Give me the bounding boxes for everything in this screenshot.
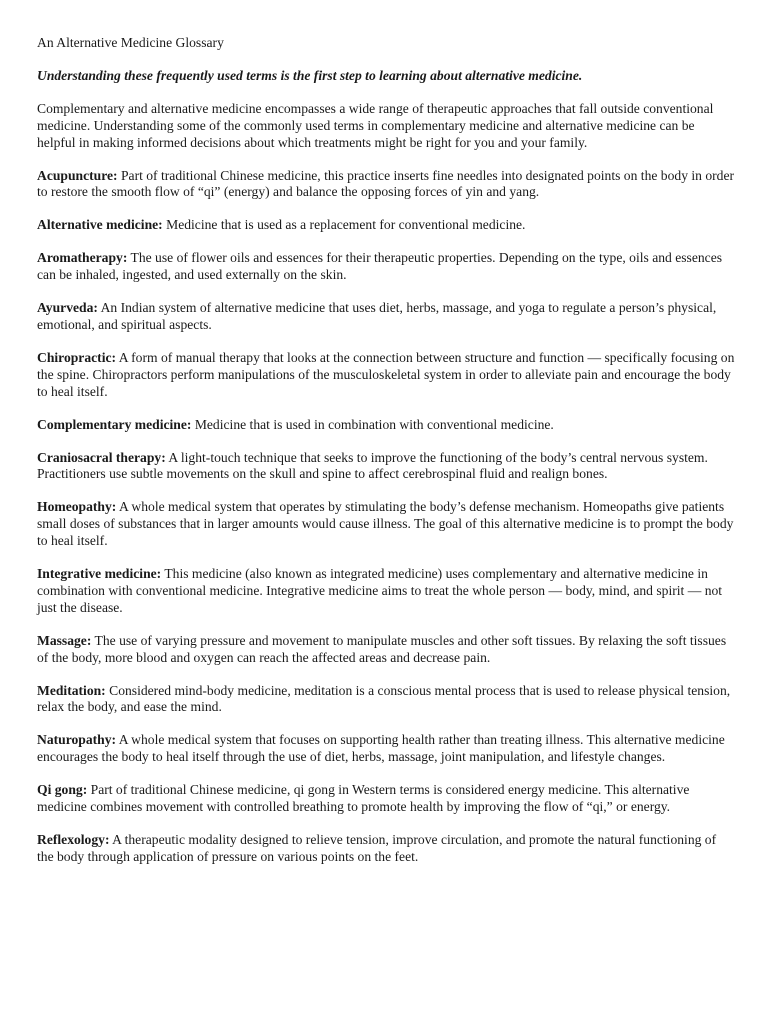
glossary-term: Alternative medicine: bbox=[37, 217, 163, 233]
glossary-term: Naturopathy: bbox=[37, 732, 117, 748]
glossary-entry-reflexology bbox=[37, 832, 735, 866]
glossary-term: Reflexology: bbox=[37, 832, 110, 847]
document-page bbox=[37, 35, 735, 882]
glossary-term: Homeopathy: bbox=[37, 499, 117, 515]
document-subtitle: Understanding these frequently used terms is the first step to learning about alternative medicine. bbox=[37, 67, 583, 83]
glossary-term: Aromatherapy: bbox=[37, 250, 128, 266]
glossary-term: Massage: bbox=[37, 632, 92, 648]
glossary-entry-acupuncture bbox=[37, 168, 735, 202]
glossary-term: Complementary medicine: bbox=[37, 416, 192, 432]
document-title: An Alternative Medicine Glossary bbox=[37, 35, 224, 50]
glossary-entry-qi-gong bbox=[37, 782, 735, 816]
glossary-entry-massage bbox=[37, 633, 735, 667]
glossary-entry-craniosacral-therapy bbox=[37, 450, 735, 484]
glossary-definition: Considered mind-body medicine, meditation is a conscious mental process that is used to release physical tension, relax the body, and ease the mind. bbox=[37, 682, 731, 715]
glossary-definition: Medicine that is used in combination with conventional medicine. bbox=[194, 416, 554, 432]
glossary-entry-ayurveda bbox=[37, 300, 735, 334]
glossary-definition: This medicine (also known as integrated medicine) uses complementary and alternative medicine in combination with conventional medicine. Integrative medicine aims to treat the whole person — body, mind, and spirit — not just the disease. bbox=[37, 566, 723, 615]
glossary-definition: The use of varying pressure and movement to manipulate muscles and other soft tissues. By relaxing the soft tissues of the body, more blood and oxygen can reach the affected areas and decrease pain. bbox=[37, 632, 727, 665]
glossary-term: Qi gong: bbox=[37, 782, 88, 798]
glossary-definition: Medicine that is used as a replacement for conventional medicine. bbox=[166, 217, 526, 233]
glossary-entry-chiropractic bbox=[37, 350, 735, 401]
glossary-entry-meditation bbox=[37, 683, 735, 717]
glossary-definition: A light-touch technique that seeks to improve the functioning of the body’s central nervous system. Practitioners use subtle movements on the skull and spine to affect cerebrospinal fluid and realign bones. bbox=[37, 449, 708, 482]
glossary-term: Meditation: bbox=[37, 682, 106, 698]
glossary-definition: A whole medical system that operates by stimulating the body’s defense mechanism. Homeopaths give patients small doses of substances that in larger amounts would cause illness. The goal of this alternative medicine is to prompt the body to heal itself. bbox=[37, 499, 734, 549]
glossary-entry-homeopathy bbox=[37, 499, 735, 550]
glossary-entry-complementary-medicine bbox=[37, 417, 735, 434]
glossary-term: Integrative medicine: bbox=[37, 566, 162, 582]
glossary-entry-aromatherapy bbox=[37, 250, 735, 284]
glossary-definition: A form of manual therapy that looks at the connection between structure and function — specifically focusing on the spine. Chiropractors perform manipulations of the musculoskeletal system in order to alleviate pain and encourage the body to heal itself. bbox=[37, 349, 735, 399]
glossary-definition: Part of traditional Chinese medicine, qi gong in Western terms is considered energy medicine. This alternative medicine combines movement with controlled breathing to promote health by improving the flow of “qi,” or energy. bbox=[37, 782, 690, 815]
glossary-definition: An Indian system of alternative medicine that uses diet, herbs, massage, and yoga to regulate a person’s physical, emotional, and spiritual aspects. bbox=[37, 300, 717, 332]
glossary-entry-integrative-medicine bbox=[37, 566, 735, 617]
glossary-entry-alternative-medicine bbox=[37, 217, 735, 234]
glossary-term: Ayurveda: bbox=[37, 300, 98, 316]
glossary-definition: Part of traditional Chinese medicine, this practice inserts fine needles into designated points on the body in order to restore the smooth flow of “qi” (energy) and balance the opposing forces of yin and yang. bbox=[37, 167, 735, 200]
glossary-definition: The use of flower oils and essences for their therapeutic properties. Depending on the type, oils and essences can be inhaled, ingested, and used externally on the skin. bbox=[37, 250, 723, 283]
glossary-definition: A whole medical system that focuses on supporting health rather than treating illness. This alternative medicine encourages the body to heal itself through the use of diet, herbs, massage, joint manipulation, and lifestyle changes. bbox=[37, 732, 725, 765]
glossary-term: Acupuncture: bbox=[37, 167, 118, 183]
glossary-definition: A therapeutic modality designed to relieve tension, improve circulation, and promote the natural functioning of the body through application of pressure on various points on the feet. bbox=[37, 832, 717, 864]
glossary-entry-naturopathy bbox=[37, 732, 735, 766]
glossary-term: Craniosacral therapy: bbox=[37, 449, 166, 465]
glossary-term: Chiropractic: bbox=[37, 349, 117, 365]
intro-paragraph: Complementary and alternative medicine encompasses a wide range of therapeutic approaches that fall outside conventional medicine. Understanding some of the commonly used terms in complementary medicine and alternative medicine can be helpful in making informed decisions about which treatments might be right for you and your family. bbox=[37, 100, 714, 150]
